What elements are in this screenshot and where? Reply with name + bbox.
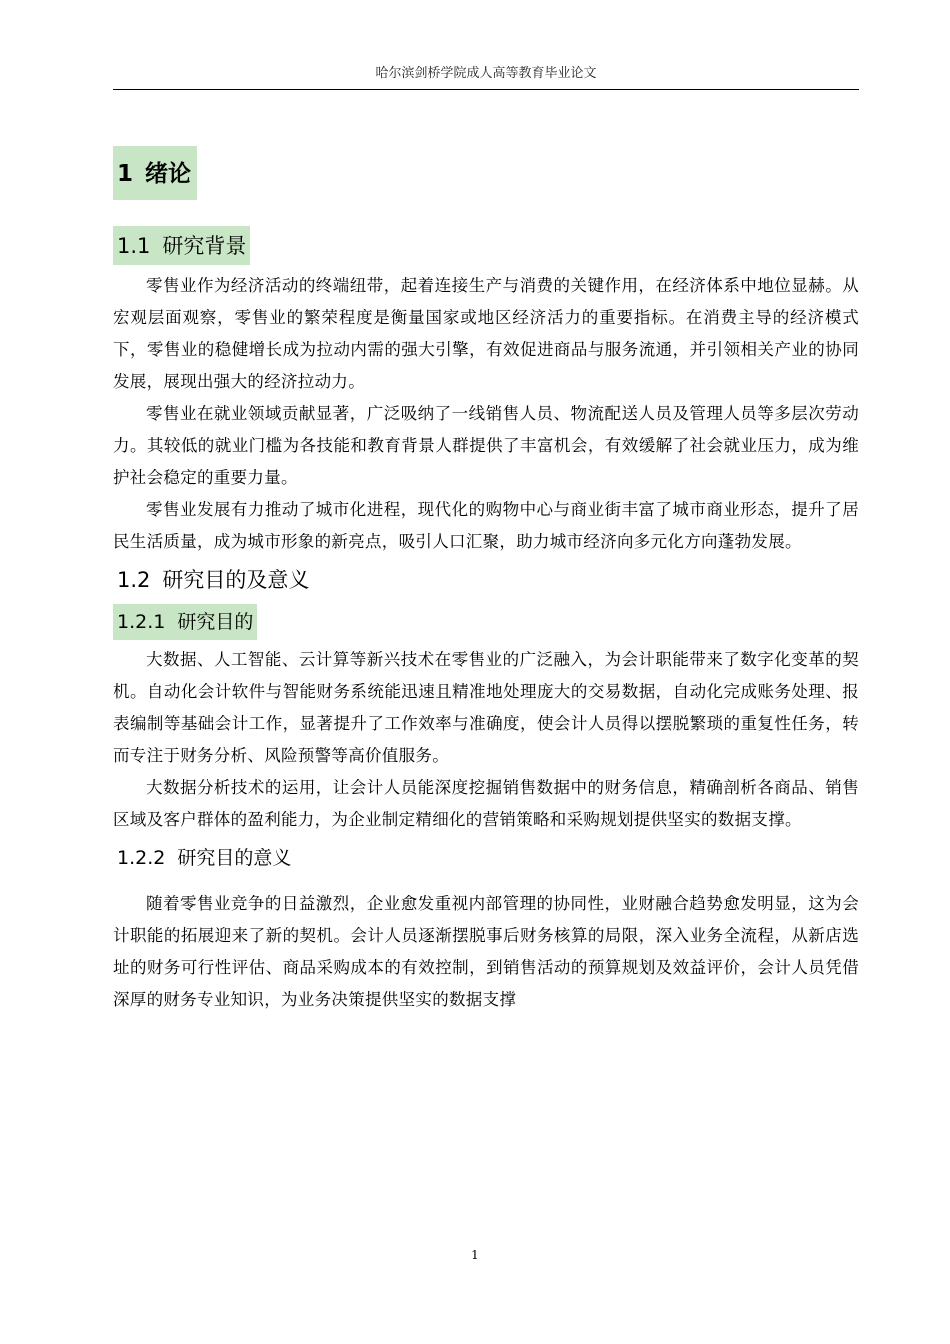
section-heading-1-2 xyxy=(113,560,313,599)
section-number: 1.1 xyxy=(117,234,151,258)
subsection-title: 研究目的意义 xyxy=(177,847,292,869)
paragraph: 零售业作为经济活动的终端纽带，起着连接生产与消费的关键作用，在经济体系中地位显赫。从宏观层面观察，零售业的繁荣程度是衡量国家或地区经济活力的重要指标。在消费主导的经济模式下，零售业的稳健增长成为拉动内需的强大引擎，有效促进商品与服务流通，并引领相关产业的协同发展，展现出强大的经济拉动力。 xyxy=(113,276,859,391)
subsection-number: 1.2.1 xyxy=(117,611,166,633)
paragraph: 大数据分析技术的运用，让会计人员能深度挖掘销售数据中的财务信息，精确剖析各商品、销售区域及客户群体的盈利能力，为企业制定精细化的营销策略和采购规划提供坚实的数据支撑。 xyxy=(113,778,859,829)
subsection-heading-1-2-1 xyxy=(113,604,257,640)
subsection-title: 研究目的 xyxy=(177,611,254,633)
paragraph: 大数据、人工智能、云计算等新兴技术在零售业的广泛融入，为会计职能带来了数字化变革的契机。自动化会计软件与智能财务系统能迅速且精准地处理庞大的交易数据，自动化完成账务处理、报表编制等基础会计工作，显著提升了工作效率与准确度，使会计人员得以摆脱繁琐的重复性任务，转而专注于财务分析、风险预警等高价值服务。 xyxy=(113,650,859,765)
section-title: 研究背景 xyxy=(162,234,247,258)
section-number: 1.2 xyxy=(117,568,151,592)
subsection-number: 1.2.2 xyxy=(117,847,166,869)
paragraph: 零售业在就业领域贡献显著，广泛吸纳了一线销售人员、物流配送人员及管理人员等多层次劳动力。其较低的就业门槛为各技能和教育背景人群提供了丰富机会，有效缓解了社会就业压力，成为维护社会稳定的重要力量。 xyxy=(113,404,859,487)
header-title: 哈尔滨剑桥学院成人高等教育毕业论文 xyxy=(375,66,597,81)
subsection-heading-1-2-2 xyxy=(113,840,295,876)
page-number: 1 xyxy=(471,1248,479,1262)
chapter-number: 1 xyxy=(117,161,134,187)
section-title: 研究目的及意义 xyxy=(162,568,310,592)
document-body xyxy=(113,146,859,1016)
page-footer xyxy=(0,1248,950,1262)
paragraph: 随着零售业竞争的日益激烈，企业愈发重视内部管理的协同性，业财融合趋势愈发明显，这为会计职能的拓展迎来了新的契机。会计人员逐渐摆脱事后财务核算的局限，深入业务全流程，从新店选址的财务可行性评估、商品采购成本的有效控制，到销售活动的预算规划及效益评价，会计人员凭借深厚的财务专业知识，为业务决策提供坚实的数据支撑 xyxy=(113,894,859,1009)
section-heading-1-1 xyxy=(113,226,250,265)
chapter-title: 绪论 xyxy=(145,161,192,187)
chapter-heading xyxy=(113,146,197,200)
page-header xyxy=(113,62,859,90)
paragraph: 零售业发展有力推动了城市化进程，现代化的购物中心与商业街丰富了城市商业形态，提升了居民生活质量，成为城市形象的新亮点，吸引人口汇聚，助力城市经济向多元化方向蓬勃发展。 xyxy=(113,500,859,551)
